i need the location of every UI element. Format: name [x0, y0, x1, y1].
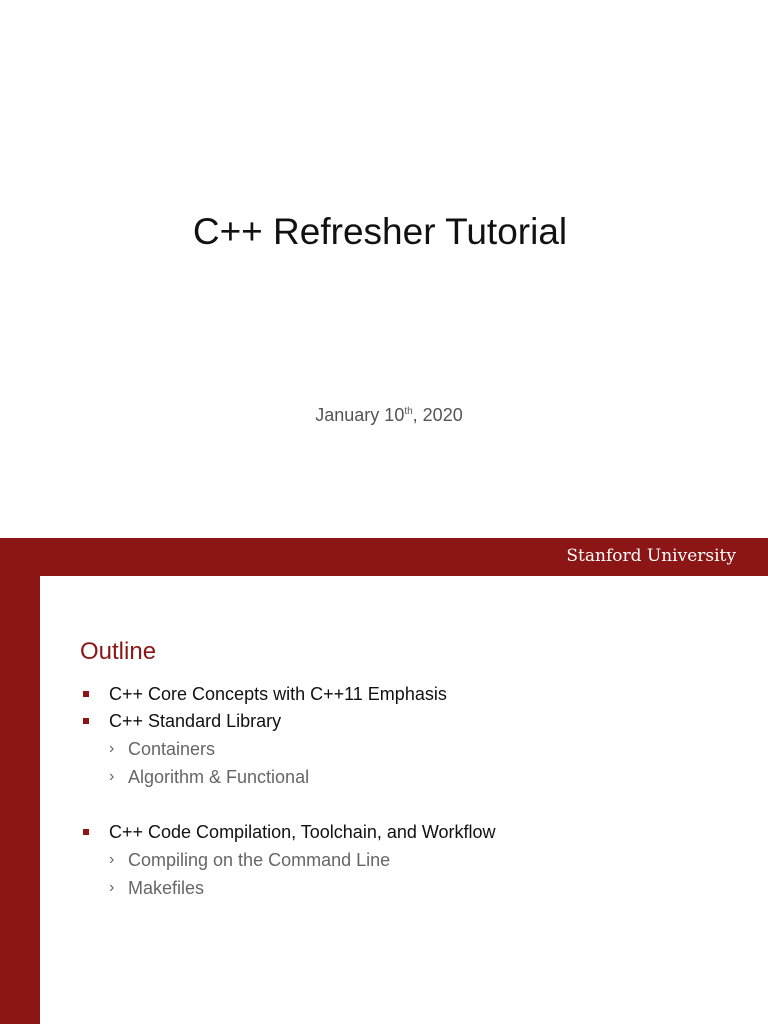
list-subitem-label: Algorithm & Functional — [128, 767, 310, 787]
list-subitem — [80, 735, 496, 763]
list-item-label: C++ Core Concepts with C++11 Emphasis — [109, 684, 447, 704]
list-subitem — [80, 874, 496, 902]
list-item — [80, 819, 496, 846]
list-item-label: C++ Code Compilation, Toolchain, and Workflow — [109, 822, 496, 842]
square-bullet-icon — [83, 718, 89, 724]
outline-heading: Outline — [80, 638, 157, 665]
slide-title: C++ Refresher Tutorial — [192, 211, 568, 252]
stanford-wordmark: Stanford University — [566, 546, 736, 566]
side-band — [0, 576, 40, 1024]
square-bullet-icon — [83, 829, 89, 835]
date-text: January 10 — [315, 405, 405, 425]
list-subitem-label: Containers — [128, 739, 216, 759]
date-year: , 2020 — [412, 405, 463, 425]
list-item — [80, 681, 496, 708]
chevron-right-icon: › — [109, 879, 115, 896]
list-subitem — [80, 846, 496, 874]
outline-list — [80, 681, 496, 902]
square-bullet-icon — [83, 691, 89, 697]
header-band — [0, 538, 768, 576]
chevron-right-icon: › — [109, 768, 115, 785]
chevron-right-icon: › — [109, 740, 115, 757]
date-ordinal-suffix: th — [404, 406, 413, 417]
list-item — [80, 708, 496, 735]
list-item-label: C++ Standard Library — [109, 711, 282, 731]
slide-date — [0, 402, 768, 428]
list-subitem-label: Compiling on the Command Line — [128, 850, 391, 870]
outline-slide — [0, 538, 768, 1024]
list-subitem — [80, 763, 496, 791]
list-subitem-label: Makefiles — [128, 878, 205, 898]
chevron-right-icon: › — [109, 851, 115, 868]
